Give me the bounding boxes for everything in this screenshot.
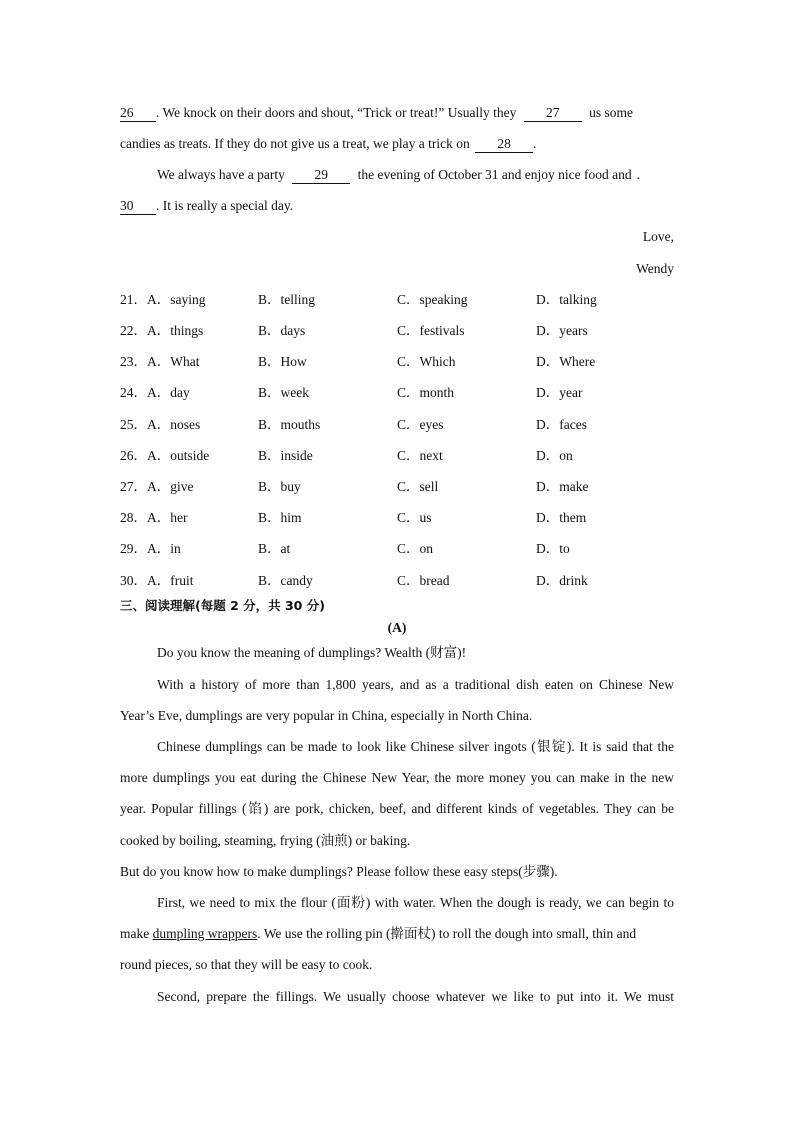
option-d[interactable]: D．Where	[536, 354, 596, 369]
option-c[interactable]: C．sell	[397, 479, 439, 494]
blank-26: 26	[120, 105, 156, 122]
letter-line-3	[157, 166, 674, 184]
letter-text: .	[533, 136, 537, 151]
question-number: 28．	[120, 510, 147, 525]
letter-line-1	[120, 104, 674, 122]
option-d[interactable]: D．talking	[536, 292, 597, 307]
option-row-24	[120, 384, 680, 402]
option-a[interactable]: A．in	[147, 541, 181, 556]
question-number: 29．	[120, 541, 147, 556]
question-number: 30．	[120, 573, 147, 588]
passage-line: First, we need to mix the flour (面粉) with water. When the dough is ready, we can begin to	[157, 895, 674, 910]
option-row-22	[120, 322, 680, 340]
option-c[interactable]: C．speaking	[397, 292, 468, 307]
option-b[interactable]: B．buy	[258, 479, 301, 494]
passage-line: cooked by boiling, steaming, frying (油煎) or baking.	[120, 833, 411, 848]
option-row-30	[120, 572, 680, 590]
letter-text: . It is really a special day.	[156, 198, 294, 213]
option-d[interactable]: D．them	[536, 510, 587, 525]
option-b[interactable]: B．at	[258, 541, 291, 556]
option-row-21	[120, 291, 680, 309]
option-b[interactable]: B．candy	[258, 573, 313, 588]
blank-30: 30	[120, 198, 156, 215]
option-row-28	[120, 509, 680, 527]
option-c[interactable]: C．eyes	[397, 417, 444, 432]
option-c[interactable]: C．on	[397, 541, 434, 556]
passage-line: round pieces, so that they will be easy to cook.	[120, 957, 373, 972]
dumpling-wrappers-underlined: dumpling wrappers	[152, 926, 258, 941]
option-a[interactable]: A．things	[147, 323, 204, 338]
option-row-26	[120, 447, 680, 465]
letter-line-4	[120, 197, 674, 215]
question-number: 25．	[120, 417, 147, 432]
letter-text: . We knock on their doors and shout, “Trick or treat!” Usually they	[156, 105, 517, 120]
option-a[interactable]: A．day	[147, 385, 190, 400]
option-d[interactable]: D．make	[536, 479, 589, 494]
question-number: 27．	[120, 479, 147, 494]
option-a[interactable]: A．fruit	[147, 573, 194, 588]
question-number: 22．	[120, 323, 147, 338]
letter-text: us some	[589, 105, 633, 120]
option-d[interactable]: D．years	[536, 323, 588, 338]
option-a[interactable]: A．give	[147, 479, 194, 494]
option-row-29	[120, 540, 680, 558]
option-b[interactable]: B．him	[258, 510, 302, 525]
section-title: 三、阅读理解(每题 2 分，共 30 分)	[120, 598, 325, 613]
option-row-27	[120, 478, 680, 496]
option-a[interactable]: A．saying	[147, 292, 206, 307]
option-b[interactable]: B．telling	[258, 292, 315, 307]
option-b[interactable]: B．week	[258, 385, 309, 400]
option-b[interactable]: B．days	[258, 323, 306, 338]
option-a[interactable]: A．outside	[147, 448, 210, 463]
option-d[interactable]: D．faces	[536, 417, 587, 432]
option-c[interactable]: C．us	[397, 510, 432, 525]
option-c[interactable]: C．festivals	[397, 323, 465, 338]
letter-closing: Love,	[642, 229, 674, 244]
passage-line: Do you know the meaning of dumplings? Wealth (财富)!	[157, 645, 467, 660]
passage-text: . We use the rolling pin (擀面杖) to roll the dough into small, thin and	[257, 926, 637, 941]
letter-text: candies as treats. If they do not give us a treat, we play a trick on	[120, 136, 470, 151]
letter-text: the evening of October 31 and enjoy nice food and	[357, 167, 632, 182]
question-number: 26．	[120, 448, 147, 463]
option-c[interactable]: C．bread	[397, 573, 450, 588]
option-d[interactable]: D．drink	[536, 573, 588, 588]
passage-line: more dumplings you eat during the Chinese New Year, the more money you can make in the new	[120, 770, 674, 785]
option-a[interactable]: A．her	[147, 510, 188, 525]
passage-line: Year’s Eve, dumplings are very popular in China, especially in North China.	[120, 708, 533, 723]
option-b[interactable]: B．inside	[258, 448, 313, 463]
passage-line: With a history of more than 1,800 years, and as a traditional dish eaten on Chinese New	[157, 677, 674, 692]
letter-text: We always have a party	[157, 167, 285, 182]
option-a[interactable]: A．noses	[147, 417, 201, 432]
option-c[interactable]: C．Which	[397, 354, 456, 369]
option-d[interactable]: D．on	[536, 448, 573, 463]
question-number: 21．	[120, 292, 147, 307]
passage-text: make	[120, 926, 150, 941]
option-b[interactable]: B．How	[258, 354, 307, 369]
option-a[interactable]: A．What	[147, 354, 200, 369]
blank-28: 28	[475, 136, 533, 153]
passage-line: year. Popular fillings (馅) are pork, chicken, beef, and different kinds of vegetables. They can be	[120, 801, 674, 816]
option-c[interactable]: C．next	[397, 448, 443, 463]
option-b[interactable]: B．mouths	[258, 417, 321, 432]
question-number: 23．	[120, 354, 147, 369]
passage-line: Chinese dumplings can be made to look like Chinese silver ingots (银锭). It is said that the	[157, 739, 674, 754]
letter-text: .	[636, 167, 641, 182]
passage-line: But do you know how to make dumplings? Please follow these easy steps(步骤).	[120, 864, 558, 879]
option-d[interactable]: D．to	[536, 541, 570, 556]
passage-line: Second, prepare the fillings. We usually choose whatever we like to put into it. We must	[157, 989, 674, 1004]
letter-line-2	[120, 135, 674, 153]
option-row-23	[120, 353, 680, 371]
passage-label: (A)	[387, 620, 407, 635]
option-c[interactable]: C．month	[397, 385, 455, 400]
option-row-25	[120, 416, 680, 434]
passage-line	[120, 925, 674, 943]
question-number: 24．	[120, 385, 147, 400]
letter-signature: Wendy	[636, 261, 674, 276]
blank-29: 29	[292, 167, 350, 184]
option-d[interactable]: D．year	[536, 385, 583, 400]
blank-27: 27	[524, 105, 582, 122]
